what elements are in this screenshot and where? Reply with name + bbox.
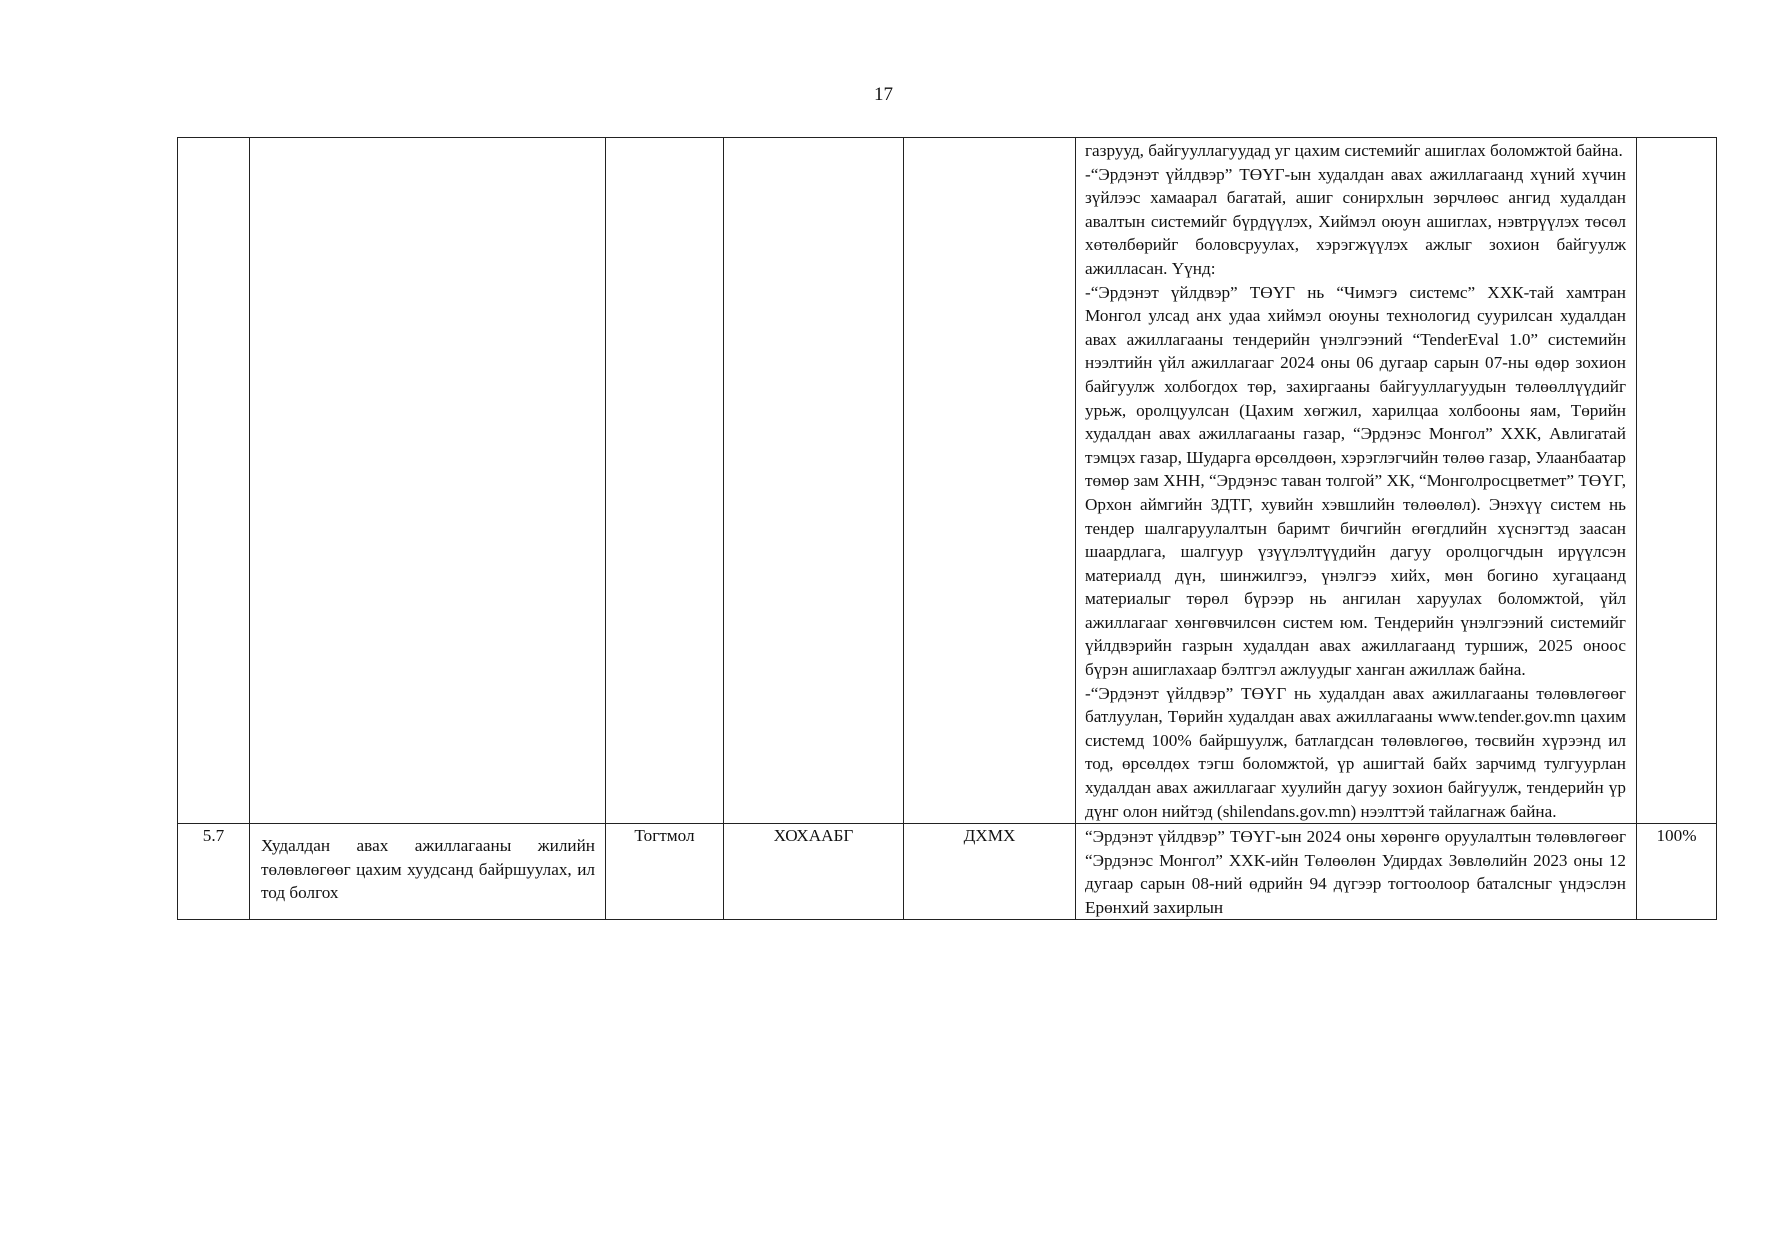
task-cell — [250, 138, 606, 824]
performance-paragraph: -“Эрдэнэт үйлдвэр” ТӨҮГ-ын худалдан авах ажиллагаанд хүний хүчин зүйлээс хамаарал багатай, ашиг сонирхлын зөрчлөөс ангид худалдан авалтын системийг бүрдүүлэх, Хиймэл оюун ашиглах, нэвтрүүлэх төсөл хөтөлбөрийг боловсруулах, хэрэгжүүлэх ажлыг зохион байгуулж ажилласан. Үүнд: — [1085, 164, 1626, 278]
percent-cell — [1637, 138, 1717, 824]
row-number-cell: 5.7 — [178, 824, 250, 920]
performance-paragraph: газрууд, байгууллагуудад уг цахим системийг ашиглах боломжтой байна. — [1085, 141, 1623, 160]
responsible-cell: ХОХААБГ — [724, 824, 904, 920]
report-table — [177, 137, 1717, 920]
timeframe-cell — [606, 138, 724, 824]
performance-paragraph: -“Эрдэнэт үйлдвэр” ТӨҮГ нь худалдан авах ажиллагааны төлөвлөгөөг батлуулан, Төрийн худалдан авах ажиллагааны www.tender.gov.mn цахим системд 100% байршуулж, батлагдсан төлөвлөгөө, төсвийн хүрээнд ил тод, өрсөлдөх тэгш боломжтой, үр ашигтай байх зарчимд тулгуурлан худалдан авах ажиллагааг хуулийн дагуу зохион байгуулж, тендерийн үр дүнг олон нийтэд (shilendans.gov.mn) нээлттэй тайлагнаж байна. — [1085, 683, 1626, 821]
table-row — [178, 138, 1717, 824]
cooperating-cell — [904, 138, 1076, 824]
task-text: Худалдан авах ажиллагааны жилийн төлөвлөгөөг цахим хуудсанд байршуулах, ил тод болгох — [261, 836, 595, 903]
performance-cell — [1076, 824, 1637, 920]
page-number: 17 — [874, 84, 893, 105]
percent-cell: 100% — [1637, 824, 1717, 920]
task-cell — [250, 824, 606, 920]
performance-cell — [1076, 138, 1637, 824]
cooperating-cell: ДХМХ — [904, 824, 1076, 920]
row-number-cell — [178, 138, 250, 824]
responsible-cell — [724, 138, 904, 824]
timeframe-cell: Тогтмол — [606, 824, 724, 920]
performance-paragraph: -“Эрдэнэт үйлдвэр” ТӨҮГ нь “Чимэгэ системс” ХХК-тай хамтран Монгол улсад анх удаа хиймэл оюуны технологид суурилсан худалдан авах ажиллагааны тендерийн үнэлгээний “TenderEval 1.0” системийн нээлтийн үйл ажиллагааг 2024 оны 06 дугаар сарын 07-ны өдөр зохион байгуулж холбогдох төр, захиргааны байгууллагуудын төлөөллүүдийг урьж, оролцуулсан (Цахим хөгжил, харилцаа холбооны яам, Төрийн худалдан авах ажиллагааны газар, “Эрдэнэс Монгол” ХХК, Авлигатай тэмцэх газар, Шударга өрсөлдөөн, хэрэглэгчийн төлөө газар, Улаанбаатар төмөр зам ХНН, “Эрдэнэс таван толгой” ХК, “Монголросцветмет” ТӨҮГ, Орхон аймгийн ЗДТГ, хувийн хэвшлийн төлөөлөл). Энэхүү систем нь тендер шалгаруулалтын баримт бичгийн өгөгдлийн хүснэгтэд заасан шаардлага, шалгуур үзүүлэлтүүдийн дагуу оролцогчдын ирүүлсэн материалд дүн, шинжилгээ, үнэлгээ хийх, мөн богино хугацаанд материалыг төрөл бүрээр нь ангилан харуулах боломжтой, үйл ажиллагааг хөнгөвчилсөн систем юм. Тендерийн үнэлгээний системийг үйлдвэрийн газрын худалдан авах ажиллагаанд туршиж, 2025 оноос бүрэн ашиглахаар бэлтгэл ажлуудыг ханган ажиллаж байна. — [1085, 282, 1626, 680]
performance-paragraph: “Эрдэнэт үйлдвэр” ТӨҮГ-ын 2024 оны хөрөнгө оруулалтын төлөвлөгөөг “Эрдэнэс Монгол” ХХК-ийн Төлөөлөн Удирдах Зөвлөлийн 2023 оны 12 дугаар сарын 08-ний өдрийн 94 дүгээр тогтоолоор баталсныг үндэслэн Ерөнхий захирлын — [1085, 827, 1626, 917]
table-row — [178, 824, 1717, 920]
